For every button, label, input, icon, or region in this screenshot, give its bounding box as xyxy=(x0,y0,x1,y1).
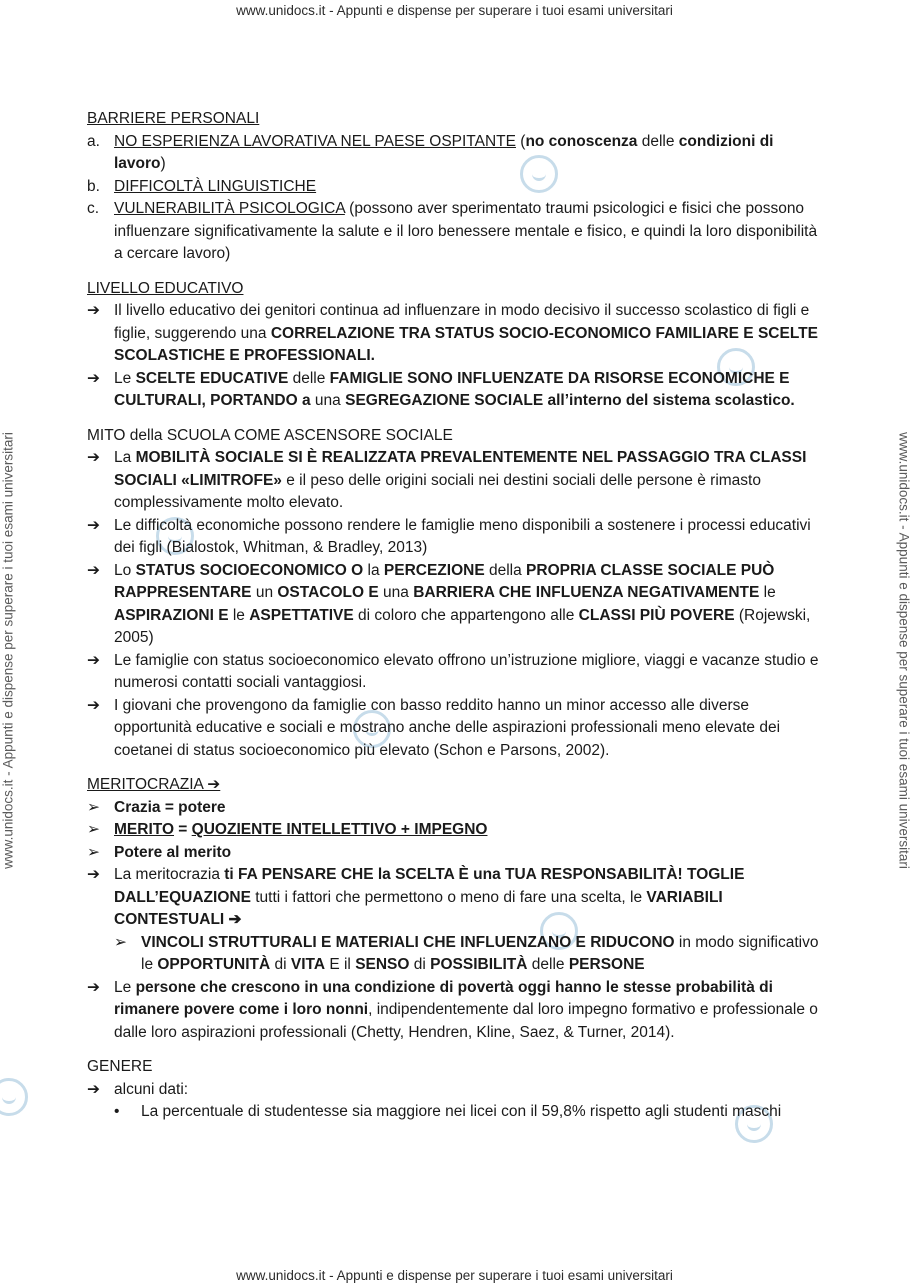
text-run: una xyxy=(310,392,346,409)
text-run: la xyxy=(363,561,384,579)
text-run: STATUS SOCIOECONOMICO O xyxy=(135,561,364,579)
list-item xyxy=(87,131,827,176)
list-item xyxy=(87,977,827,1045)
text-run: della xyxy=(484,561,527,579)
text-run: alcuni dati: xyxy=(114,1080,189,1098)
text-run: (possono aver sperimentato traumi psicologici e fisici che possono influenzare significativamente la salute e il loro benessere mentale e fisico, e quindi la loro disponibilità a cercare lavoro) xyxy=(114,200,818,262)
list-item xyxy=(87,819,827,842)
list-item-text xyxy=(114,131,827,176)
text-run: DIFFICOLTÀ LINGUISTICHE xyxy=(114,177,317,195)
section-heading: GENERE xyxy=(87,1058,153,1075)
list-item xyxy=(87,1101,827,1124)
text-run: (Rojewski, 2005) xyxy=(114,606,811,646)
list-marker: • xyxy=(114,1103,120,1120)
list-item-text xyxy=(114,819,827,842)
text-run: Crazia = potere xyxy=(114,798,226,816)
text-run: POSSIBILITÀ xyxy=(430,956,528,973)
text-run: di coloro che appartengono alle xyxy=(353,606,579,624)
list-marker: ➔ xyxy=(87,866,100,883)
list-item-text xyxy=(114,695,827,763)
list-item-text xyxy=(114,797,827,820)
list-item-text xyxy=(114,198,827,266)
list-item-text xyxy=(114,977,827,1045)
list-marker: ➔ xyxy=(87,1080,100,1098)
section xyxy=(87,108,827,266)
text-run: VITA xyxy=(290,956,326,973)
list-item-text xyxy=(114,176,827,199)
text-run: PERCEZIONE xyxy=(383,561,485,579)
text-run: La meritocrazia xyxy=(114,866,225,883)
list-item xyxy=(87,176,827,199)
text-run: Lo xyxy=(114,561,136,579)
text-run: ( xyxy=(515,132,526,150)
list-marker: b. xyxy=(87,177,100,195)
list-item-text xyxy=(114,1079,827,1102)
list-item xyxy=(87,368,827,413)
list-item xyxy=(87,650,827,695)
text-run: Le xyxy=(114,369,136,387)
list-item xyxy=(87,560,827,650)
list-marker: ➔ xyxy=(87,651,100,669)
list-marker: ➔ xyxy=(87,561,100,579)
text-run: VARIABILI CONTESTUALI ➔ xyxy=(114,888,723,928)
text-run: Le xyxy=(114,978,136,996)
text-run: ) xyxy=(160,155,166,172)
text-run: MOBILITÀ SOCIALE SI È REALIZZATA PREVALENTEMENTE NEL PASSAGGIO TRA CLASSI SOCIALI «LIMITROFE» xyxy=(114,449,807,489)
text-run: MERITO xyxy=(114,821,174,838)
section-heading: LIVELLO EDUCATIVO xyxy=(87,279,244,297)
list-item xyxy=(87,797,827,820)
section xyxy=(87,278,827,413)
section xyxy=(87,425,827,763)
list-item xyxy=(87,447,827,515)
text-run: di xyxy=(409,956,431,973)
text-run: le xyxy=(759,584,776,601)
list-marker: ➢ xyxy=(87,798,100,816)
list-marker: ➔ xyxy=(87,369,100,387)
text-run: delle xyxy=(527,956,569,973)
text-run: condizioni di lavoro xyxy=(114,132,774,172)
list-item xyxy=(87,695,827,763)
text-run: persone che crescono in una condizione di povertà oggi hanno le stesse probabilità di rimanere povere come i loro nonni xyxy=(114,978,773,1018)
list-item xyxy=(87,842,827,865)
text-run: FAMIGLIE SONO INFLUENZATE DA RISORSE ECONOMICHE E CULTURALI, PORTANDO a xyxy=(114,369,790,409)
text-run: Le difficoltà economiche possono rendere le famiglie meno disponibili a sostenere i processi educativi dei figli (Bialostok, Whitman, & Bradley, 2013) xyxy=(114,516,811,556)
text-run: un xyxy=(251,584,278,601)
page-footer-watermark: www.unidocs.it - Appunti e dispense per superare i tuoi esami universitari xyxy=(236,1268,673,1283)
list-marker: a. xyxy=(87,132,100,150)
text-run: OSTACOLO E xyxy=(277,584,379,601)
text-run: E il xyxy=(325,956,356,973)
text-run: Potere al merito xyxy=(114,843,232,861)
text-run: , indipendentemente dal loro impegno formativo e professionale o dalle loro aspirazioni professionali (Chetty, Hendren, Kline, Saez, & Turner, 2014). xyxy=(114,1001,818,1041)
text-run: ti FA PENSARE CHE la SCELTA È una TUA RESPONSABILITÀ! TOGLIE DALL’EQUAZIONE xyxy=(114,866,745,906)
list-marker: ➔ xyxy=(87,978,100,996)
text-run: delle xyxy=(637,132,679,150)
list-marker: ➢ xyxy=(114,933,127,951)
page-header-watermark: www.unidocs.it - Appunti e dispense per superare i tuoi esami universitari xyxy=(236,3,673,18)
list-item xyxy=(87,1079,827,1102)
list-item xyxy=(87,864,827,932)
document-body xyxy=(87,108,827,1136)
text-run: no conoscenza xyxy=(525,132,638,150)
text-run: SCELTE EDUCATIVE xyxy=(135,369,289,387)
list-item xyxy=(87,932,827,977)
section-heading: MITO della SCUOLA COME ASCENSORE SOCIALE xyxy=(87,426,453,444)
left-side-watermark: www.unidocs.it - Appunti e dispense per superare i tuoi esami universitari xyxy=(0,432,16,869)
text-run: una xyxy=(378,584,414,601)
text-run: Le famiglie con status socioeconomico elevato offrono un’istruzione migliore, viaggi e vacanze studio e numerosi contatti sociali vantaggiosi. xyxy=(114,651,819,691)
list-item-text xyxy=(114,842,827,865)
unidocs-logo-watermark xyxy=(0,1078,28,1116)
text-run: NO ESPERIENZA LAVORATIVA NEL PAESE OSPITANTE xyxy=(114,132,516,150)
text-run: ASPIRAZIONI E xyxy=(114,606,229,624)
text-run: delle xyxy=(288,369,330,387)
list-item-text xyxy=(114,864,827,932)
text-run: SEGREGAZIONE SOCIALE all’interno del sistema scolastico. xyxy=(345,392,795,409)
text-run: La percentuale di studentesse sia maggiore nei licei con il 59,8% rispetto agli studenti maschi xyxy=(141,1103,782,1120)
text-run: VINCOLI STRUTTURALI E MATERIALI CHE INFLUENZANO E RIDUCONO xyxy=(141,933,675,951)
text-run: QUOZIENTE INTELLETTIVO + IMPEGNO xyxy=(191,821,488,838)
section xyxy=(87,1056,827,1124)
text-run: BARRIERA CHE INFLUENZA NEGATIVAMENTE xyxy=(413,584,760,601)
text-run: La xyxy=(114,449,136,466)
text-run: e il peso delle origini sociali nei destini sociali delle persone è rimasto complessivamente molto elevato. xyxy=(114,471,761,511)
text-run: PROPRIA CLASSE SOCIALE PUÒ RAPPRESENTARE xyxy=(114,561,775,601)
text-run: VULNERABILITÀ PSICOLOGICA xyxy=(114,200,345,217)
list-marker: c. xyxy=(87,200,100,217)
list-marker: ➔ xyxy=(87,449,100,466)
list-item-text xyxy=(114,515,827,560)
text-run: OPPORTUNITÀ xyxy=(157,956,271,973)
section-heading: MERITOCRAZIA ➔ xyxy=(87,776,221,793)
list-item-text xyxy=(114,447,827,515)
list-item-text xyxy=(141,1101,827,1124)
list-marker: ➢ xyxy=(87,843,100,861)
text-run: = xyxy=(174,821,192,838)
list-item-text xyxy=(114,300,827,368)
list-item-text xyxy=(141,932,827,977)
right-side-watermark: www.unidocs.it - Appunti e dispense per superare i tuoi esami universitari xyxy=(896,432,912,869)
text-run: le xyxy=(228,606,250,624)
text-run: ASPETTATIVE xyxy=(249,606,354,624)
text-run: in modo significativo le xyxy=(141,933,819,973)
list-item-text xyxy=(114,650,827,695)
list-item xyxy=(87,515,827,560)
list-item-text xyxy=(114,368,827,413)
list-item-text xyxy=(114,560,827,650)
list-item xyxy=(87,198,827,266)
text-run: CLASSI PIÙ POVERE xyxy=(578,606,735,624)
text-run: tutti i fattori che permettono o meno di fare una scelta, le xyxy=(250,888,647,906)
section-heading: BARRIERE PERSONALI xyxy=(87,110,260,127)
text-run: SENSO xyxy=(355,956,410,973)
list-marker: ➢ xyxy=(87,821,100,838)
list-marker: ➔ xyxy=(87,696,100,714)
list-item xyxy=(87,300,827,368)
text-run: Il livello educativo dei genitori continua ad influenzare in modo decisivo il successo scolastico di figli e figlie, suggerendo una xyxy=(114,302,810,342)
text-run: PERSONE xyxy=(568,956,645,973)
list-marker: ➔ xyxy=(87,516,100,534)
text-run: CORRELAZIONE TRA STATUS SOCIO-ECONOMICO FAMILIARE E SCELTE SCOLASTICHE E PROFESSIONALI. xyxy=(114,324,818,364)
text-run: I giovani che provengono da famiglie con basso reddito hanno un minor accesso alle diverse opportunità educative e sociali e mostrano anche delle aspirazioni professionali meno elevate dei coetanei di status socioeconomico più elevato (Schon e Parsons, 2002). xyxy=(114,696,781,759)
text-run: di xyxy=(270,956,291,973)
list-marker: ➔ xyxy=(87,302,100,319)
section xyxy=(87,774,827,1044)
